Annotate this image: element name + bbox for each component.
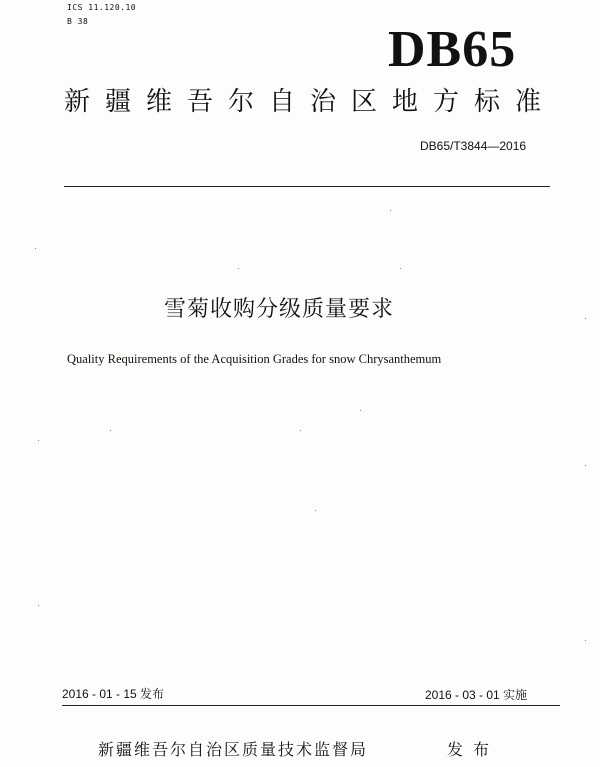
ics-code: ICS 11.120.10 <box>67 3 137 12</box>
document-title-zh: 雪菊收购分级质量要求 <box>164 297 395 322</box>
document-title-en: Quality Requirements of the Acquisition Grades for snow Chrysanthemum <box>67 352 442 366</box>
scan-speck <box>38 605 39 606</box>
scan-speck <box>300 430 301 431</box>
scan-speck <box>360 410 361 411</box>
db65-logo: DB65 <box>388 21 517 78</box>
scan-speck <box>390 210 391 211</box>
standard-number: DB65/T3844—2016 <box>420 139 527 153</box>
footer-divider <box>62 705 560 706</box>
issuing-authority: 新疆维吾尔自治区质量技术监督局 <box>98 740 369 759</box>
scan-speck <box>35 248 36 249</box>
issued-label: 发布 <box>447 740 500 759</box>
scan-speck <box>315 510 316 511</box>
ccs-code: B 38 <box>67 17 89 26</box>
scan-speck <box>38 440 39 441</box>
scan-speck <box>400 268 401 269</box>
scan-speck <box>585 465 586 466</box>
issue-date: 2016 - 01 - 15 发布 <box>62 687 165 701</box>
scan-speck <box>110 430 111 431</box>
scan-speck <box>585 640 586 641</box>
implementation-date: 2016 - 03 - 01 实施 <box>425 688 528 702</box>
scan-speck <box>585 318 586 319</box>
header-divider <box>64 186 550 187</box>
scan-speck <box>238 268 239 269</box>
standard-type-heading: 新疆维吾尔自治区地方标准 <box>64 87 557 117</box>
